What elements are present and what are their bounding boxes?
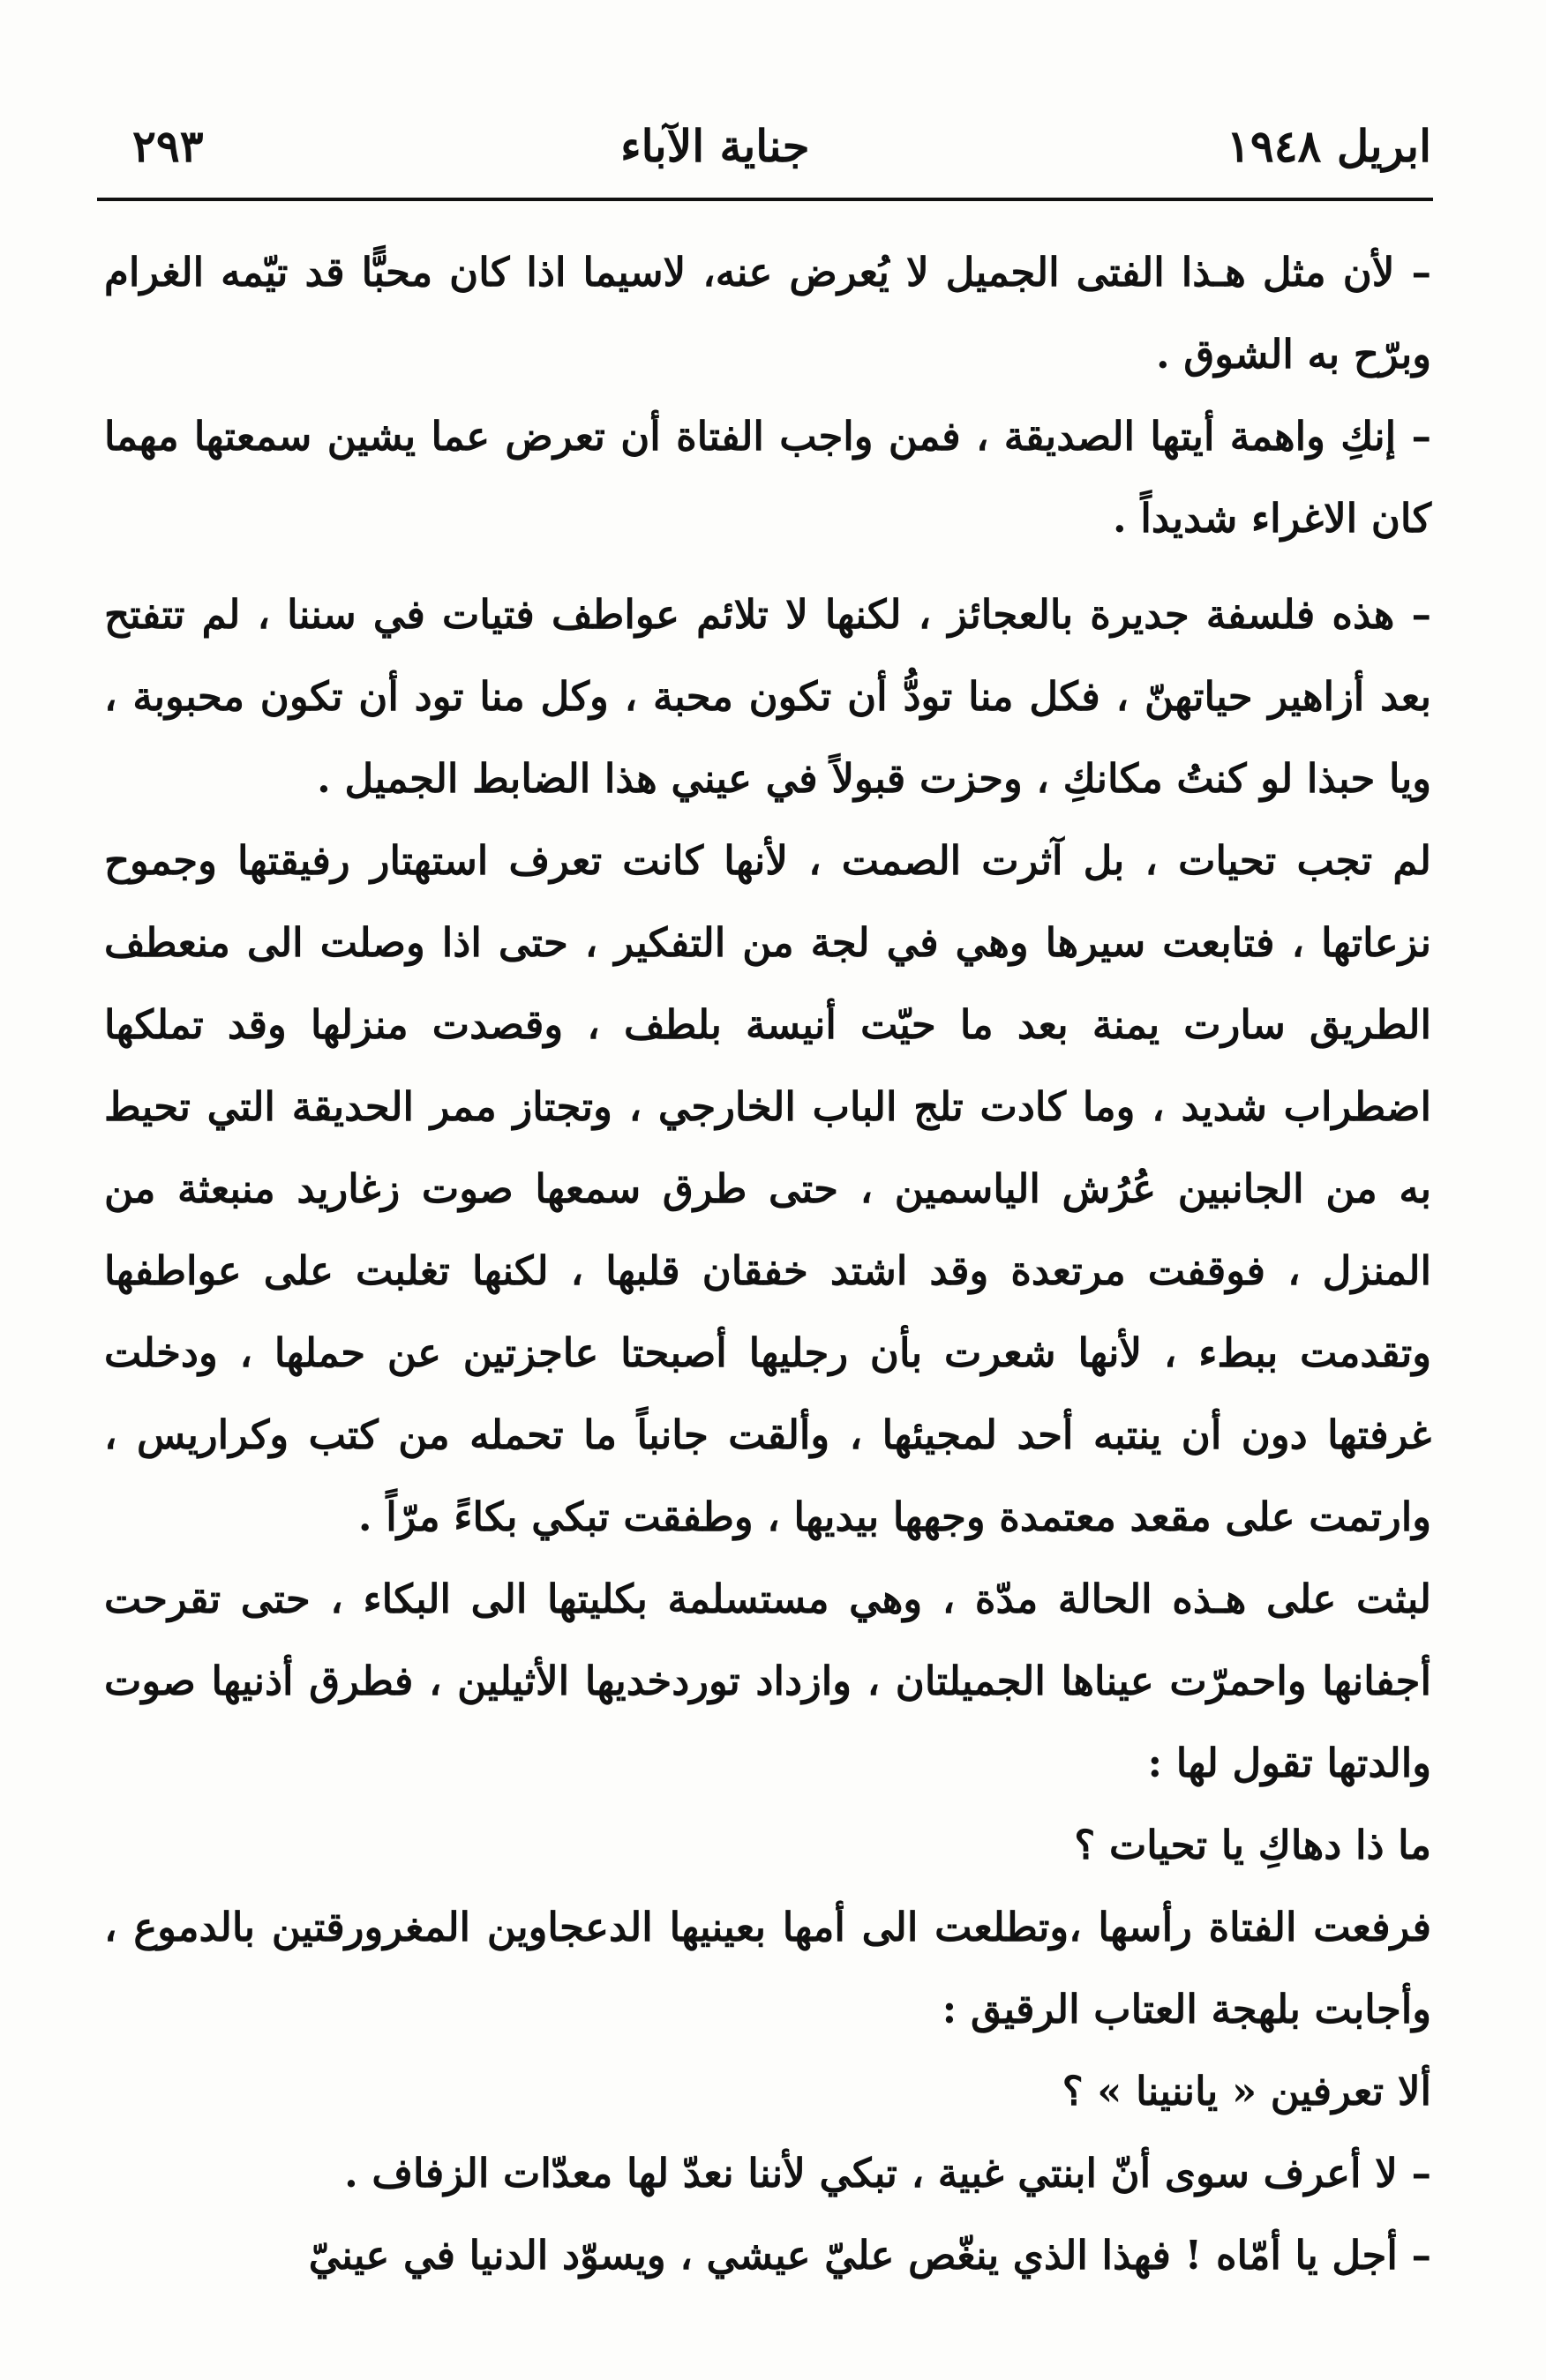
header-rule <box>97 198 1433 201</box>
paragraph: – لا أعرف سوى أنّ ابنتي غبية ، تبكي لأننا نعدّ لها معدّات الزفاف . <box>344 2150 1431 2197</box>
header-date: ابريل ١٩٤٨ <box>1226 119 1431 172</box>
paragraph: ما ذا دهاكِ يا تحيات ؟ <box>1074 1822 1431 1868</box>
body-text <box>104 231 1431 2296</box>
paragraph: ألا تعرفين « ياننينا » ؟ <box>1062 2068 1431 2114</box>
paragraph: – أجل يا أمّاه ! فهذا الذي ينغّص عليّ عيشي ، ويسوّد الدنيا في عينيّ <box>308 2232 1431 2279</box>
page-header <box>132 106 1431 185</box>
paragraph: فرفعت الفتاة رأسها ،وتطلعت الى أمها بعينيها الدعجاوين المغرورقتين بالدموع ، وأجابت بلهجة العتاب الرقيق : <box>104 1904 1431 2032</box>
paragraph: – لأن مثل هـذا الفتى الجميل لا يُعرض عنه، لاسيما اذا كان محبًّا قد تيّمه الغرام وبرّح به الشوق . <box>104 249 1431 378</box>
paragraph: – إنكِ واهمة أيتها الصديقة ، فمن واجب الفتاة أن تعرض عما يشين سمعتها مهما كان الاغراء شديداً . <box>104 413 1431 542</box>
page-number: ٢٩٣ <box>132 119 204 172</box>
running-title: جناية الآباء <box>620 119 810 172</box>
paragraph: لم تجب تحيات ، بل آثرت الصمت ، لأنها كانت تعرف استهتار رفيقتها وجموح نزعاتها ، فتابعت سيرها وهي في لجة من التفكير ، حتى اذا وصلت الى منعطف الطريق سارت يمنة بعد ما حيّت أنيسة بلطف ، وقصدت منزلها وقد تملكها اضطراب شديد ، وما كادت تلج الباب الخارجي ، وتجتاز ممر الحديقة التي تحيط به من الجانبين عُرُش الياسمين ، حتى طرق سمعها صوت زغاريد منبعثة من المنزل ، فوقفت مرتعدة وقد اشتد خفقان قلبها ، لكنها تغلبت على عواطفها وتقدمت ببطء ، لأنها شعرت بأن رجليها أصبحتا عاجزتين عن حملها ، ودخلت غرفتها دون أن ينتبه أحد لمجيئها ، وألقت جانباً ما تحمله من كتب وكراريس ، وارتمت على مقعد معتمدة وجهها بيديها ، وطفقت تبكي بكاءً مرّاً . <box>104 837 1431 1540</box>
paragraph: لبثت على هـذه الحالة مدّة ، وهي مستسلمة بكليتها الى البكاء ، حتى تقرحت أجفانها واحمرّت عيناها الجميلتان ، وازداد توردخديها الأثيلين ، فطرق أذنيها صوت والدتها تقول لها : <box>104 1575 1431 1786</box>
paragraph: – هذه فلسفة جديرة بالعجائز ، لكنها لا تلائم عواطف فتيات في سننا ، لم تتفتح بعد أزاهير حياتهنّ ، فكل منا تودُّ أن تكون محبة ، وكل منا تود أن تكون محبوبة ، ويا حبذا لو كنتُ مكانكِ ، وحزت قبولاً في عيني هذا الضابط الجميل . <box>104 591 1431 802</box>
